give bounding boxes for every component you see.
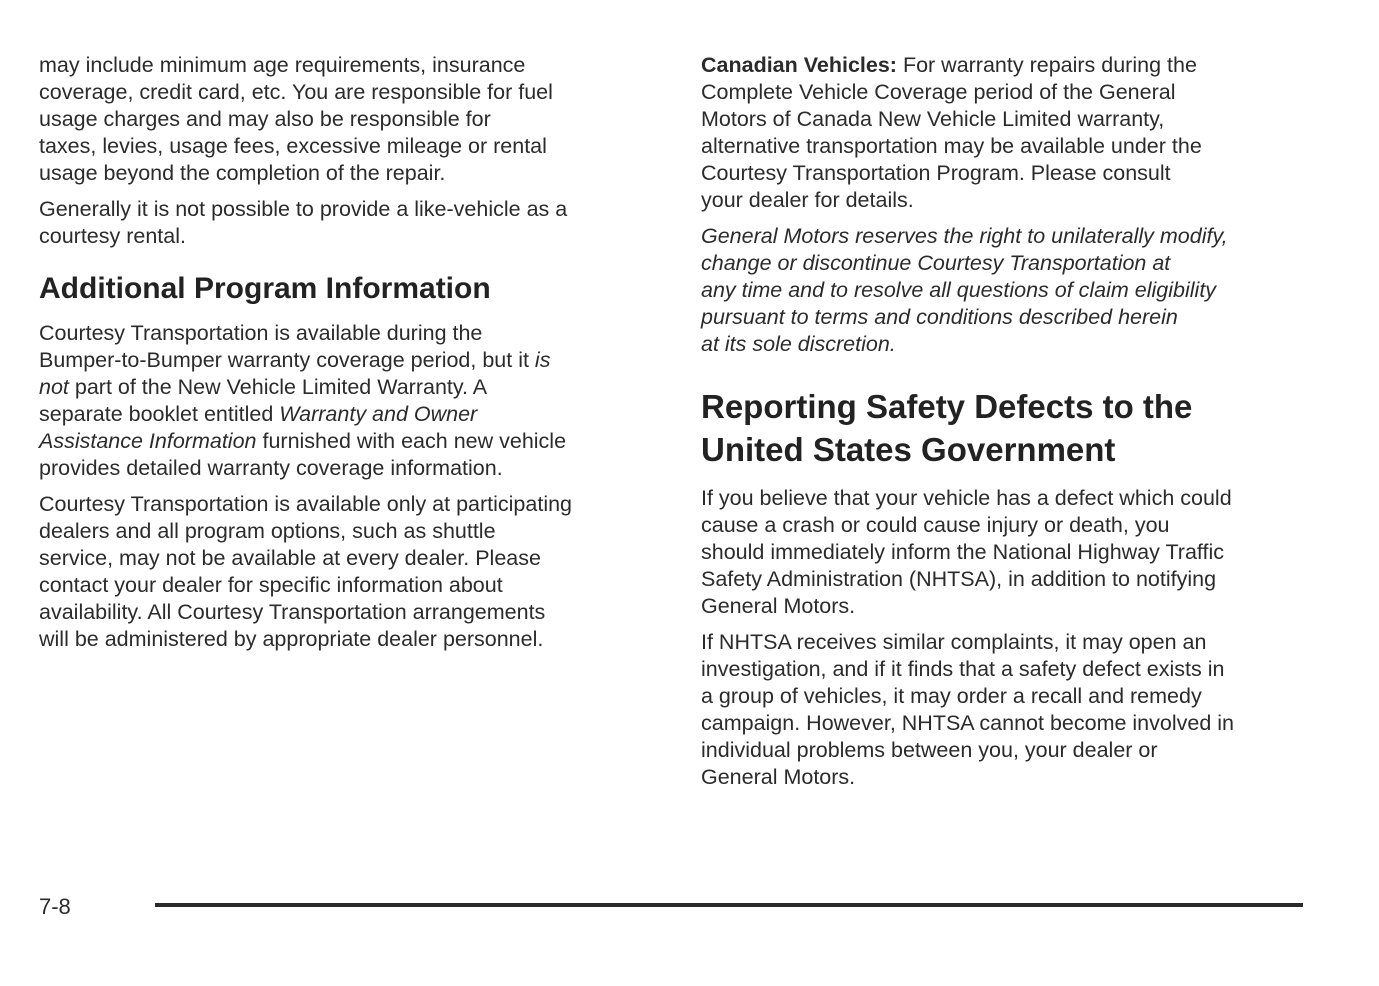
body-paragraph: If NHTSA receives similar complaints, it may open an investigation, and if it finds that a safety defect exists in a group of vehicles, it may order a recall and remedy campaign. However, NHTSA cannot become involved in individual problems between you, your dealer or General Motors. bbox=[701, 630, 1234, 789]
body-paragraph bbox=[701, 52, 1311, 214]
page-number: 7-8 bbox=[39, 894, 71, 919]
emphasis-text: is not bbox=[39, 348, 551, 399]
section-heading: Reporting Safety Defects to the United States Government bbox=[701, 388, 1193, 468]
body-paragraph bbox=[39, 320, 651, 482]
body-paragraph: If you believe that your vehicle has a defect which could cause a crash or could cause injury or death, you should immediately inform the National Highway Traffic Safety Administration (NHTSA), in addition to notifying General Motors. bbox=[701, 486, 1232, 618]
run-in-label: Canadian Vehicles: bbox=[701, 53, 897, 77]
text-run: For warranty repairs during the Complete Vehicle Coverage period of the General Motors of Canada New Vehicle Limited warranty, alternative transportation may be available under the Courtesy Transportation Program. Please consult your dealer for details. bbox=[701, 53, 1202, 212]
booklet-title: Warranty and Owner Assistance Information bbox=[39, 402, 478, 453]
footer-rule bbox=[155, 903, 1303, 907]
text-run: part of the New Vehicle Limited Warranty. A separate booklet entitled bbox=[39, 375, 488, 426]
body-paragraph: Generally it is not possible to provide a like-vehicle as a courtesy rental. bbox=[39, 197, 568, 248]
right-column bbox=[701, 52, 1311, 800]
left-column bbox=[39, 52, 651, 662]
text-run: furnished with each new vehicle provides detailed warranty coverage information. bbox=[39, 429, 567, 480]
text-run: Courtesy Transportation is available during the Bumper-to-Bumper warranty coverage period, but it bbox=[39, 321, 529, 372]
body-paragraph: may include minimum age requirements, insurance coverage, credit card, etc. You are responsible for fuel usage charges and may also be responsible for taxes, levies, usage fees, excessive mileage or rental usage beyond the completion of the repair. bbox=[39, 53, 553, 185]
body-paragraph: Courtesy Transportation is available only at participating dealers and all program options, such as shuttle service, may not be available at every dealer. Please contact your dealer for specific information about availability. All Courtesy Transportation arrangements will be administered by appropriate dealer personnel. bbox=[39, 492, 573, 651]
disclaimer-paragraph: General Motors reserves the right to unilaterally modify, change or discontinue Courtesy Transportation at any time and to resolve all questions of claim eligibility pursuant to terms and conditions described herein at its sole discretion. bbox=[701, 224, 1228, 356]
section-heading: Additional Program Information bbox=[39, 272, 491, 305]
